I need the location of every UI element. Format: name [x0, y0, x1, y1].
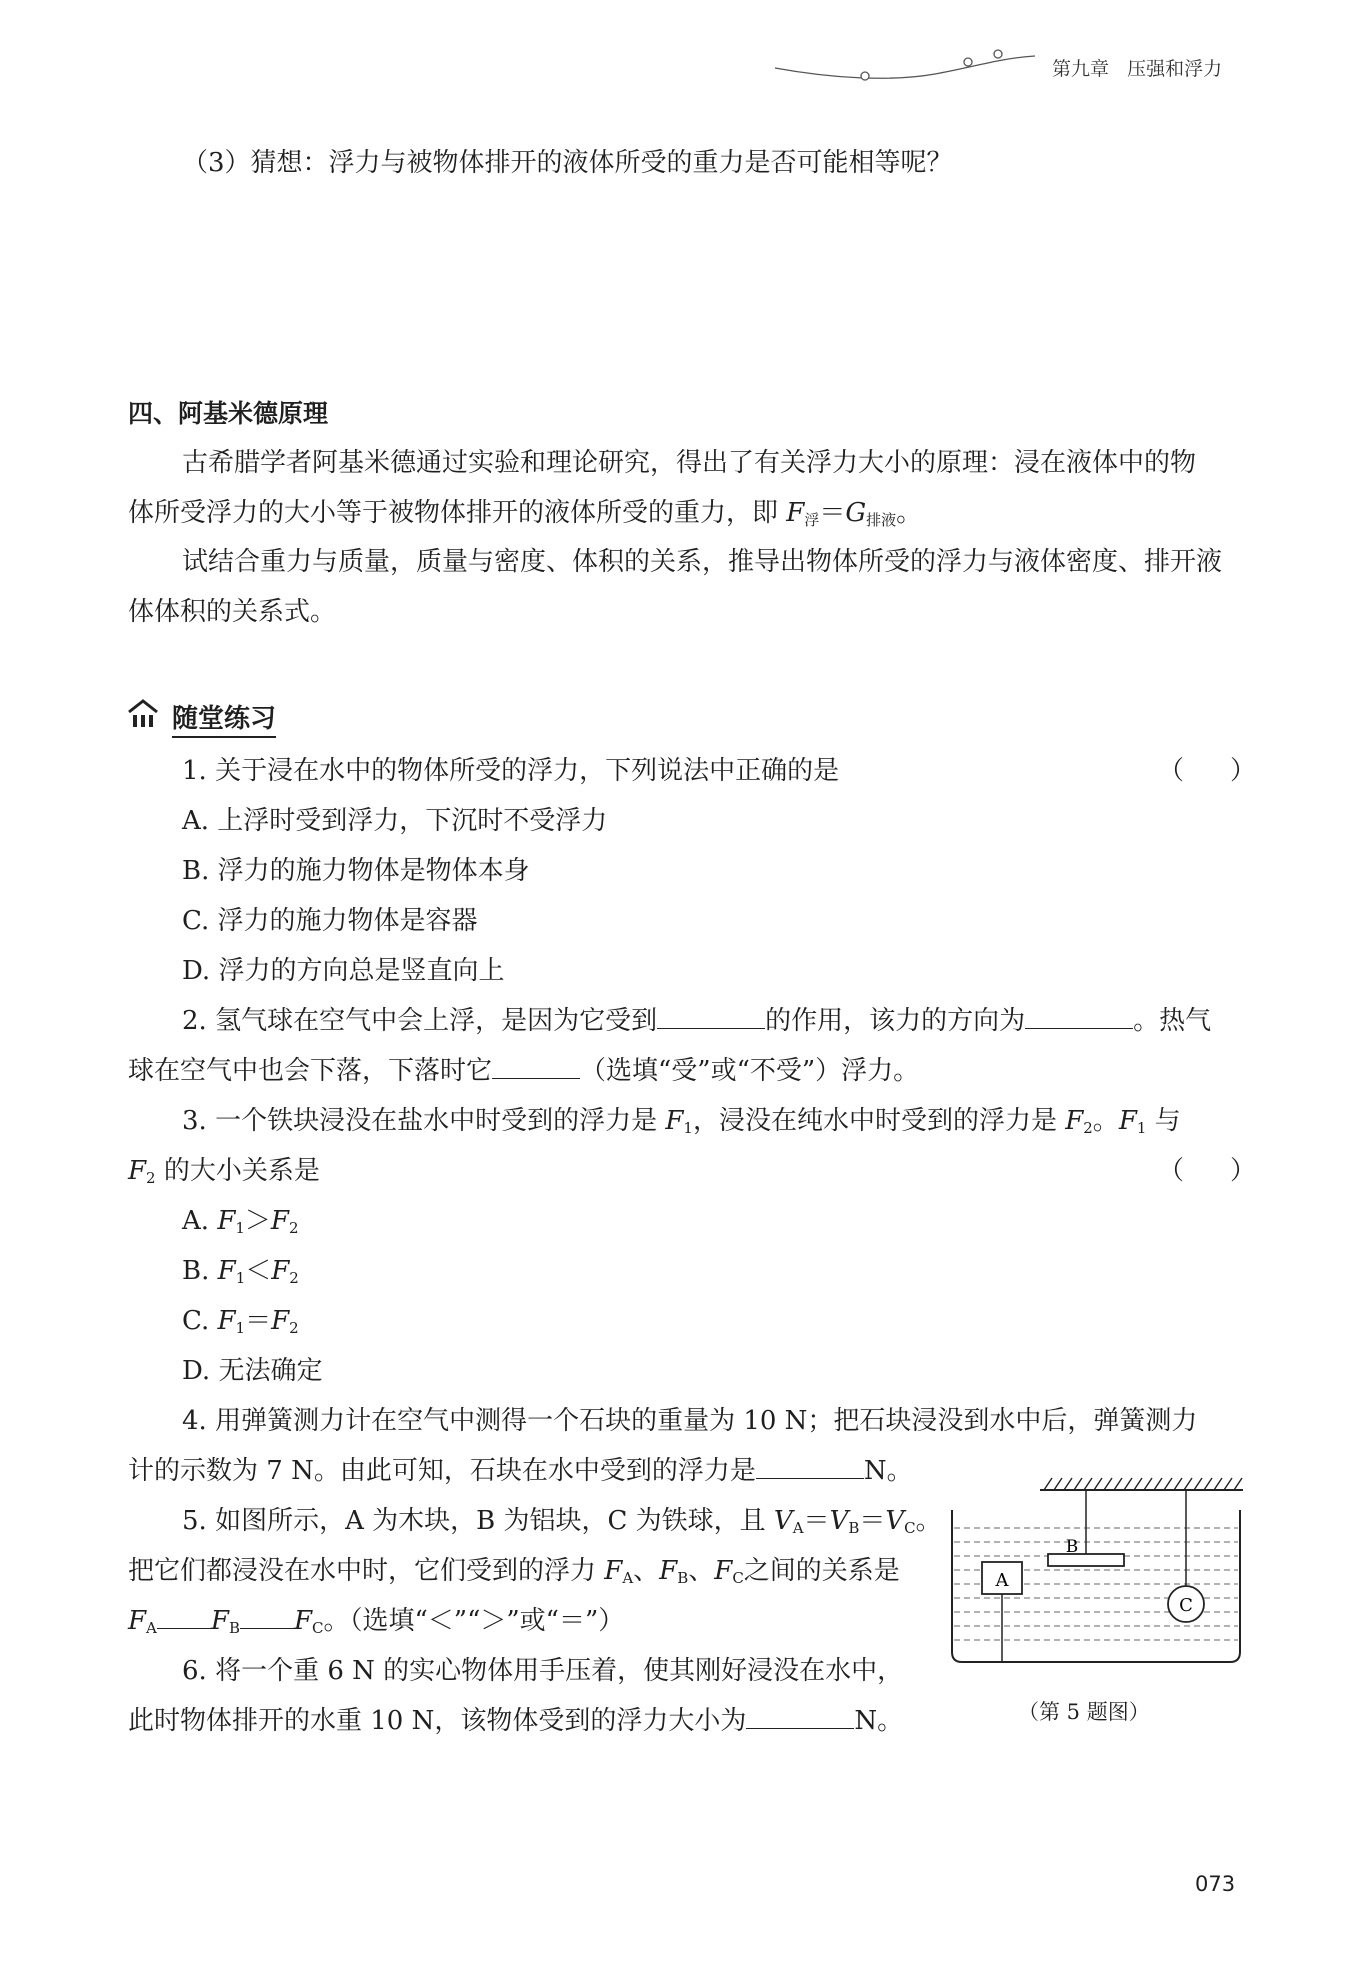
sub-b: B: [677, 1569, 689, 1587]
formula-f: F: [786, 498, 805, 528]
var-f: F: [217, 1206, 236, 1236]
sub-b: B: [228, 1619, 240, 1637]
q6-line1: 6. 将一个重 6 N 的实心物体用手压着，使其刚好浸没在水中，: [182, 1656, 904, 1686]
var-f: F: [659, 1556, 678, 1586]
q3-text-2: ，浸没在纯水中时受到的浮力是: [692, 1106, 1066, 1136]
archimedes-text: 体所受浮力的大小等于被物体排开的液体所受的重力，即: [128, 498, 787, 528]
q2-blank-1[interactable]: [657, 1004, 765, 1029]
sub-1: 1: [683, 1119, 693, 1137]
ceiling-hatch: [1044, 1478, 1242, 1490]
var-v: V: [773, 1506, 793, 1536]
q1-stem: [182, 754, 1297, 788]
practice-title-wrap: [172, 698, 276, 735]
q6-line2: [128, 1704, 928, 1738]
q2-blank-3[interactable]: [492, 1054, 580, 1079]
chapter-title: 压强和浮力: [1127, 58, 1223, 80]
sub-2: 2: [288, 1219, 299, 1237]
header-decoration: [770, 40, 1045, 85]
q2-text-1: 2. 氢气球在空气中会上浮，是因为它受到: [182, 1006, 658, 1036]
sub-2: 2: [289, 1319, 299, 1337]
q2-text-5: （选填“受”或“不受”）浮力。: [580, 1056, 920, 1086]
q1-option-b: B. 浮力的施力物体是物体本身: [182, 856, 530, 886]
q3-text-4: 与: [1146, 1106, 1181, 1136]
var-f: F: [217, 1306, 236, 1336]
practice-title: 随堂练习: [172, 704, 276, 738]
sub-1: 1: [1136, 1119, 1147, 1137]
derive-paragraph-line1: 试结合重力与质量，质量与密度、体积的关系，推导出物体所受的浮力与液体密度、排开液: [182, 547, 1223, 577]
paren-open: （: [1158, 756, 1185, 786]
op-eq: ＝: [803, 1506, 830, 1536]
q2-line2: [128, 1054, 1243, 1088]
sub-b: B: [848, 1519, 860, 1537]
q3-option-d: D. 无法确定: [182, 1356, 323, 1386]
guess-question: （3）猜想：浮力与被物体排开的液体所受的重力是否可能相等呢？: [182, 148, 953, 178]
q6-blank[interactable]: [746, 1704, 854, 1729]
q5-text-1: 5. 如图所示，A 为木块，B 为铝块，C 为铁球，且: [182, 1506, 774, 1536]
q3-text-1: 3. 一个铁块浸没在盐水中时受到的浮力是: [182, 1106, 666, 1136]
formula-f-sub: 浮: [804, 511, 820, 529]
option-label: B.: [182, 1256, 210, 1286]
derive-paragraph-line2: 体体积的关系式。: [128, 597, 337, 627]
option-label: C.: [182, 1306, 210, 1336]
q1-text: 1. 关于浸在水中的物体所受的浮力，下列说法中正确的是: [182, 756, 840, 786]
q1-option-d: D. 浮力的方向总是竖直向上: [182, 956, 505, 986]
q5-text-4: 。（选填“＜”“＞”或“＝”）: [323, 1606, 625, 1636]
q6-text-2: 此时物体排开的水重 10 N，该物体受到的浮力大小为: [128, 1706, 747, 1736]
var-f: F: [217, 1256, 236, 1286]
var-f: F: [128, 1156, 147, 1186]
sub-c: C: [312, 1619, 324, 1637]
q4-text-2: 计的示数为 7 N。由此可知，石块在水中受到的浮力是: [128, 1456, 756, 1486]
paren-close: ）: [1230, 756, 1257, 786]
q5-line2: [128, 1554, 928, 1588]
period: 。: [915, 1506, 942, 1536]
q3-text-5: 的大小关系是: [155, 1156, 320, 1186]
q2-blank-2[interactable]: [1025, 1004, 1133, 1029]
option-label: A.: [182, 1206, 210, 1236]
sub-1: 1: [235, 1219, 245, 1237]
sub-a: A: [622, 1569, 634, 1587]
q2-line1: [182, 1004, 1297, 1038]
q3-answer-paren: [1158, 1154, 1256, 1188]
sub-c: C: [732, 1569, 744, 1587]
var-f: F: [210, 1606, 229, 1636]
formula-equals: ＝: [819, 498, 846, 528]
sub-1: 1: [235, 1269, 246, 1287]
var-f: F: [604, 1556, 623, 1586]
q4-line1: 4. 用弹簧测力计在空气中测得一个石块的重量为 10 N；把石块浸没到水中后，弹簧测力: [182, 1406, 1198, 1436]
section-heading: 四、阿基米德原理: [128, 399, 329, 428]
block-b-label: B: [1065, 1537, 1079, 1557]
sub-c: C: [904, 1519, 916, 1537]
var-f: F: [1065, 1106, 1084, 1136]
house-icon: [126, 698, 160, 730]
block-b: [1048, 1554, 1124, 1566]
var-f: F: [271, 1306, 290, 1336]
op-eq: ＝: [859, 1506, 886, 1536]
q3-option-c: [182, 1304, 1297, 1338]
q5-text-2: 把它们都浸没在水中时，它们受到的浮力: [128, 1556, 605, 1586]
q3-option-b: [182, 1254, 1297, 1288]
var-f: F: [714, 1556, 733, 1586]
var-v: V: [829, 1506, 849, 1536]
q4-text-3: N。: [863, 1456, 913, 1486]
sep: 、: [688, 1556, 715, 1586]
q5-blank-1[interactable]: [157, 1604, 211, 1629]
q5-text-3: 之间的关系是: [743, 1556, 900, 1586]
var-f: F: [665, 1106, 684, 1136]
var-f: F: [128, 1606, 147, 1636]
op-gt: ＞: [244, 1206, 271, 1236]
paren-close: ）: [1230, 1156, 1257, 1186]
sub-a: A: [792, 1519, 804, 1537]
chapter-header: [1052, 54, 1222, 81]
q1-option-a: A. 上浮时受到浮力，下沉时不受浮力: [182, 806, 608, 836]
archimedes-paragraph-line1: 古希腊学者阿基米德通过实验和理论研究，得出了有关浮力大小的原理：浸在液体中的物: [182, 448, 1197, 478]
sep: 、: [633, 1556, 660, 1586]
sub-2: 2: [1083, 1119, 1093, 1137]
formula-end: 。: [896, 498, 923, 528]
op-eq: ＝: [245, 1306, 272, 1336]
ball-c-label: C: [1179, 1595, 1193, 1616]
sub-a: A: [146, 1619, 157, 1637]
sub-2: 2: [146, 1169, 156, 1187]
archimedes-paragraph-line2: [128, 496, 1243, 530]
q2-text-4: 球在空气中也会下落，下落时它: [128, 1056, 493, 1086]
var-f: F: [271, 1256, 290, 1286]
sub-1: 1: [235, 1319, 246, 1337]
q5-figure: [948, 1462, 1248, 1684]
q2-text-3: 。热气: [1133, 1006, 1212, 1036]
var-f: F: [1118, 1106, 1137, 1136]
chapter-number: 第九章: [1052, 58, 1110, 80]
block-a-label: A: [995, 1570, 1009, 1591]
q5-blank-2[interactable]: [240, 1604, 294, 1629]
q3-text-3: 。: [1092, 1106, 1119, 1136]
q1-answer-paren: [1158, 754, 1256, 788]
var-v: V: [885, 1506, 905, 1536]
formula-g: G: [845, 498, 867, 528]
q2-text-2: 的作用，该力的方向为: [765, 1006, 1026, 1036]
q3-option-a: [182, 1204, 1297, 1238]
q1-option-c: C. 浮力的施力物体是容器: [182, 906, 478, 936]
page-number: 073: [1195, 1872, 1236, 1896]
sub-2: 2: [289, 1269, 299, 1287]
q3-line1: [182, 1104, 1297, 1138]
q5-line3: [128, 1604, 888, 1638]
q6-text-3: N。: [854, 1706, 904, 1736]
q5-figure-caption: （第 5 题图）: [1018, 1700, 1150, 1724]
var-f: F: [270, 1206, 289, 1236]
paren-open: （: [1158, 1156, 1185, 1186]
formula-g-sub: 排液: [866, 511, 897, 529]
var-f: F: [293, 1606, 313, 1636]
op-lt: ＜: [245, 1256, 272, 1286]
q5-line1: [182, 1504, 942, 1538]
q3-line2: [128, 1154, 1243, 1188]
q4-blank[interactable]: [756, 1454, 864, 1479]
